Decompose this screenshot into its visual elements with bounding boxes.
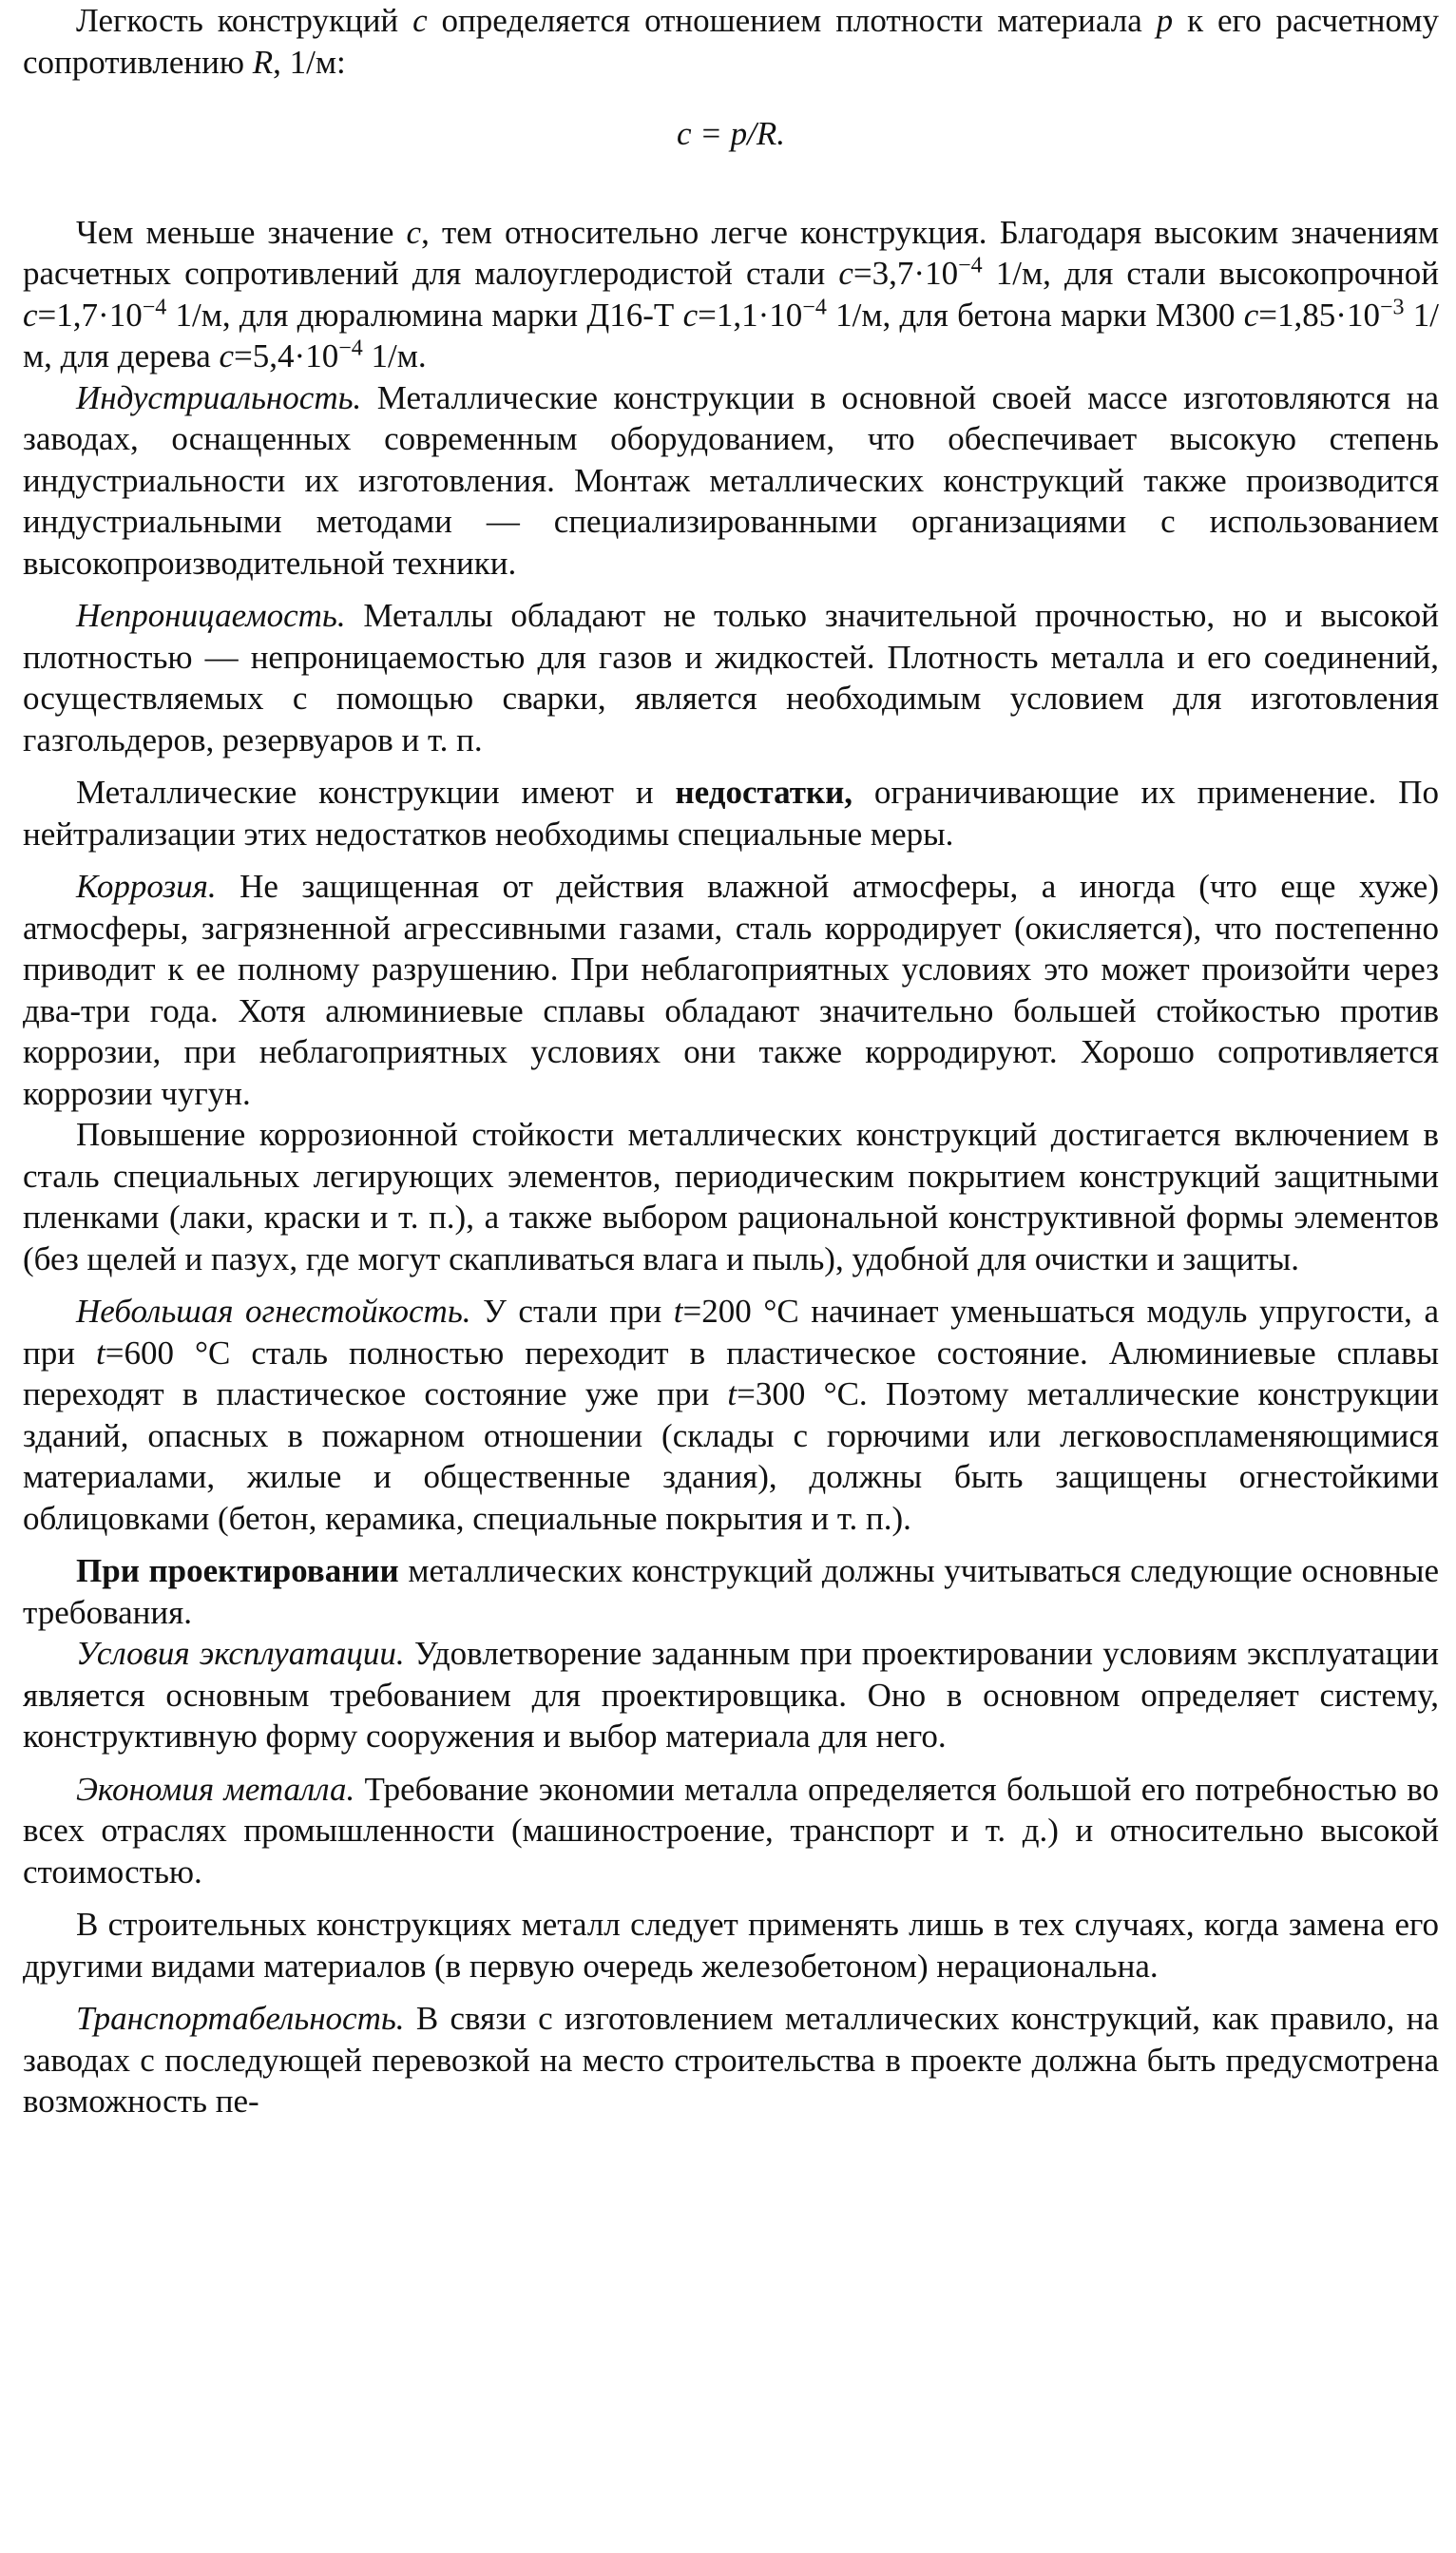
paragraph-impermeability: Непроницаемость. Металлы обладают не только значительной прочностью, но и высокой плотностью — непроницаемостью для газов и жидкостей. Плотность металла и его соединений, осуществляемых с помощью сварки, является необходимым условием для изготовления газгольдеров, резервуаров и т. п. xyxy=(23,597,1439,758)
paragraph-industrial: Индустриальность. Металлические конструкции в основной своей массе изготовляются на заводах, оснащенных современным оборудованием, что обеспечивает высокую степень индустриальности их изготовления. Монтаж металлических конструкций также производится индустриальными методами — специализированными организациями с использованием высокопроизводительной техники. xyxy=(23,378,1439,582)
paragraph-lightness-values: Чем меньше значение c, тем относительно легче конструкция. Благодаря высоким значениям расчетных сопротивлений для малоуглеродистой стали $c=3,7\cdot 10^{-4}$ 1/м, для стали высокопрочной $c=1,7\cdot 10^{-4}$ 1/м, для дюралюмина марки Д16-Т $c=1,1\cdot 10^{-4}$ 1/м, для бетона марки М300 $c=1,85\cdot 10^{-3}$ 1/м, для дерева $c=5,4\cdot 10^{-4}$ 1/м. xyxy=(23,213,1439,374)
paragraph-corrosion-resistance: Повышение коррозионной стойкости металлических конструкций достигается включением в сталь специальных легирующих элементов, периодическим покрытием конструкций защитными пленками (лаки, краски и т. п.), а также выбором рациональной конструктивной формы элементов (без щелей и пазух, где могут скапливаться влага и пыль), удобной для очистки и защиты. xyxy=(23,1116,1439,1277)
paragraph-lightness: Легкость конструкций c определяется отношением плотности материала p к его расчетному сопротивлению R, 1/м: xyxy=(23,2,1439,81)
paragraph-operating-conditions: Условия эксплуатации. Удовлетворение заданным при проектировании условиям эксплуатации является основным требованием для проектировщика. Оно в основном определяет систему, конструктивную форму сооружения и выбор материала для него. xyxy=(23,1635,1439,1755)
formula-lightness: c = p/R. xyxy=(676,115,785,152)
paragraph-drawbacks: Металлические конструкции имеют и недостатки, ограничивающие их применение. По нейтрализации этих недостатков необходимы специальные меры. xyxy=(23,774,1439,853)
paragraph-metal-economy: Экономия металла. Требование экономии металла определяется большой его потребностью во всех отраслях промышленности (машиностроение, транспорт и т. д.) и относительно высокой стоимостью. xyxy=(23,1770,1440,1891)
paragraph-design-requirements: При проектировании металлических конструкций должны учитываться следующие основные требования. xyxy=(23,1552,1440,1631)
paragraph-corrosion: Коррозия. Не защищенная от действия влажной атмосферы, а иногда (что еще хуже) атмосферы, загрязненной агрессивными газами, сталь корродирует (окисляется), что постепенно приводит к ее полному разрушению. При неблагоприятных условиях это может произойти через два-три года. Хотя алюминиевые сплавы обладают значительно большей стойкостью против коррозии, при неблагоприятных условиях они также корродируют. Хорошо сопротивляется коррозии чугун. xyxy=(23,868,1439,1112)
paragraph-transportability: Транспортабельность. В связи с изготовлением металлических конструкций, как правило, на заводах с последующей перевозкой на место строительства в проекте должна быть предусмотрена возможность пе- xyxy=(23,2000,1439,2120)
paragraph-replacement: В строительных конструкциях металл следует применять лишь в тех случаях, когда замена его другими видами материалов (в первую очередь железобетоном) нерациональна. xyxy=(23,1906,1439,1985)
paragraph-fire-resistance: Небольшая огнестойкость. У стали при t=200 °C начинает уменьшаться модуль упругости, а при t=600 °C сталь полностью переходит в пластическое состояние. Алюминиевые сплавы переходят в пластическое состояние уже при t=300 °C. Поэтому металлические конструкции зданий, опасных в пожарном отношении (склады с горючими или легковоспламеняющимися материалами, жилые и общественные здания), должны быть защищены огнестойкими облицовками (бетон, керамика, специальные покрытия и т. п.). xyxy=(23,1293,1439,1537)
